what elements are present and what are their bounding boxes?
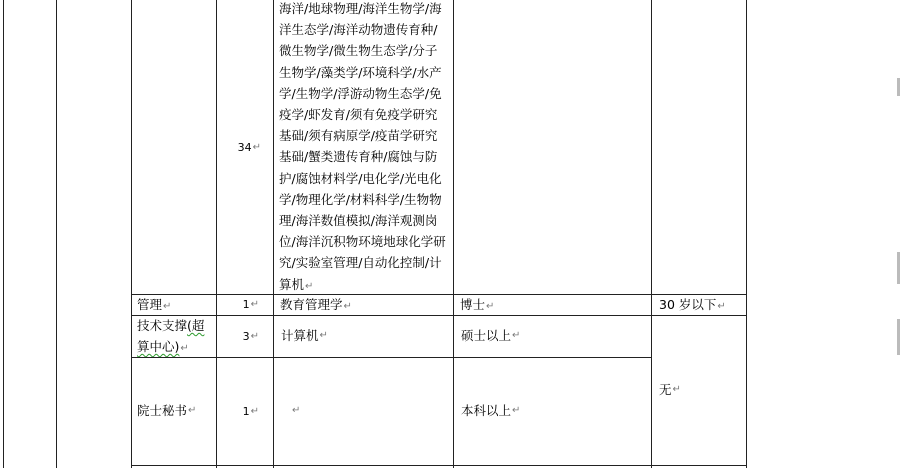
major-cell — [280, 294, 452, 315]
table-border-left — [131, 0, 132, 468]
paragraph-mark: ↵ — [319, 330, 328, 342]
paragraph-mark: ↵ — [188, 405, 197, 417]
education-management: 博士 — [460, 297, 486, 312]
position-management: 管理 — [137, 297, 163, 312]
education-secretary: 本科以上 — [461, 403, 512, 419]
major-cell — [281, 315, 453, 357]
paragraph-mark: ↵ — [512, 405, 521, 417]
majors-text: 海洋/地球物理/海洋生物学/海洋生态学/海洋动物遗传育种/微生物学/微生物生态学/分子生物学/藻类学/环境科学/水产学/生物学/浮游动物生态学/免疫学/虾发育/须有免疫学研究基础/须有病原学/疫苗学研究基础/蟹类遗传育种/腐蚀与防护/腐蚀材料学/电化学/光电化学/物理化学/材料科学/生物物理/海洋数值模拟/海洋观测岗位/海洋沉积物环境地球化学研究/实验室管理/自动化控制/计算机 — [279, 1, 446, 292]
page-left-rule-2 — [56, 0, 57, 468]
education-cell — [461, 357, 651, 465]
table-bottom-border — [131, 465, 747, 466]
position-tech-line1: 技术支撑(超 — [137, 318, 205, 333]
major-management: 教育管理学 — [280, 297, 343, 312]
count-cell — [217, 315, 273, 357]
count-value: 1 — [242, 298, 250, 311]
position-cell — [137, 294, 215, 315]
education-cell — [460, 294, 650, 315]
age-cell — [659, 294, 745, 315]
position-cell — [137, 315, 216, 357]
paragraph-mark: ↵ — [305, 280, 314, 292]
paragraph-mark: ↵ — [250, 299, 259, 310]
paragraph-mark: ↵ — [512, 330, 521, 342]
count-cell — [217, 294, 273, 315]
paragraph-mark: ↵ — [672, 384, 681, 396]
age-merged-cell — [659, 315, 745, 465]
age-management: 30 岁以下 — [659, 297, 717, 312]
paragraph-mark: ↵ — [250, 405, 259, 417]
table-border-right — [746, 0, 747, 468]
col-divider-age — [651, 0, 652, 468]
paragraph-mark: ↵ — [250, 330, 259, 342]
paragraph-mark: ↵ — [486, 301, 495, 312]
position-tech-line2: 算中心)↵ — [137, 339, 189, 355]
count-cell — [217, 0, 273, 294]
count-value: 3 — [242, 329, 250, 343]
major-tech: 计算机 — [281, 328, 319, 344]
col-divider-education — [453, 0, 454, 468]
paragraph-mark: ↵ — [163, 301, 172, 312]
count-cell — [217, 357, 273, 465]
position-secretary: 院士秘书 — [137, 403, 188, 419]
position-cell — [137, 357, 216, 465]
col-divider-major — [273, 0, 274, 468]
majors-cell — [279, 0, 451, 294]
paragraph-mark: ↵ — [292, 405, 301, 417]
count-value: 1 — [242, 404, 250, 418]
count-value: 34 — [237, 140, 252, 154]
page-left-rule — [3, 0, 4, 468]
paragraph-mark: ↵ — [252, 141, 261, 153]
education-cell — [461, 315, 651, 357]
education-tech: 硕士以上 — [461, 328, 512, 344]
paragraph-mark: ↵ — [717, 301, 726, 312]
age-none: 无 — [659, 382, 672, 398]
paragraph-mark: ↵ — [343, 301, 352, 312]
major-cell — [291, 357, 451, 465]
